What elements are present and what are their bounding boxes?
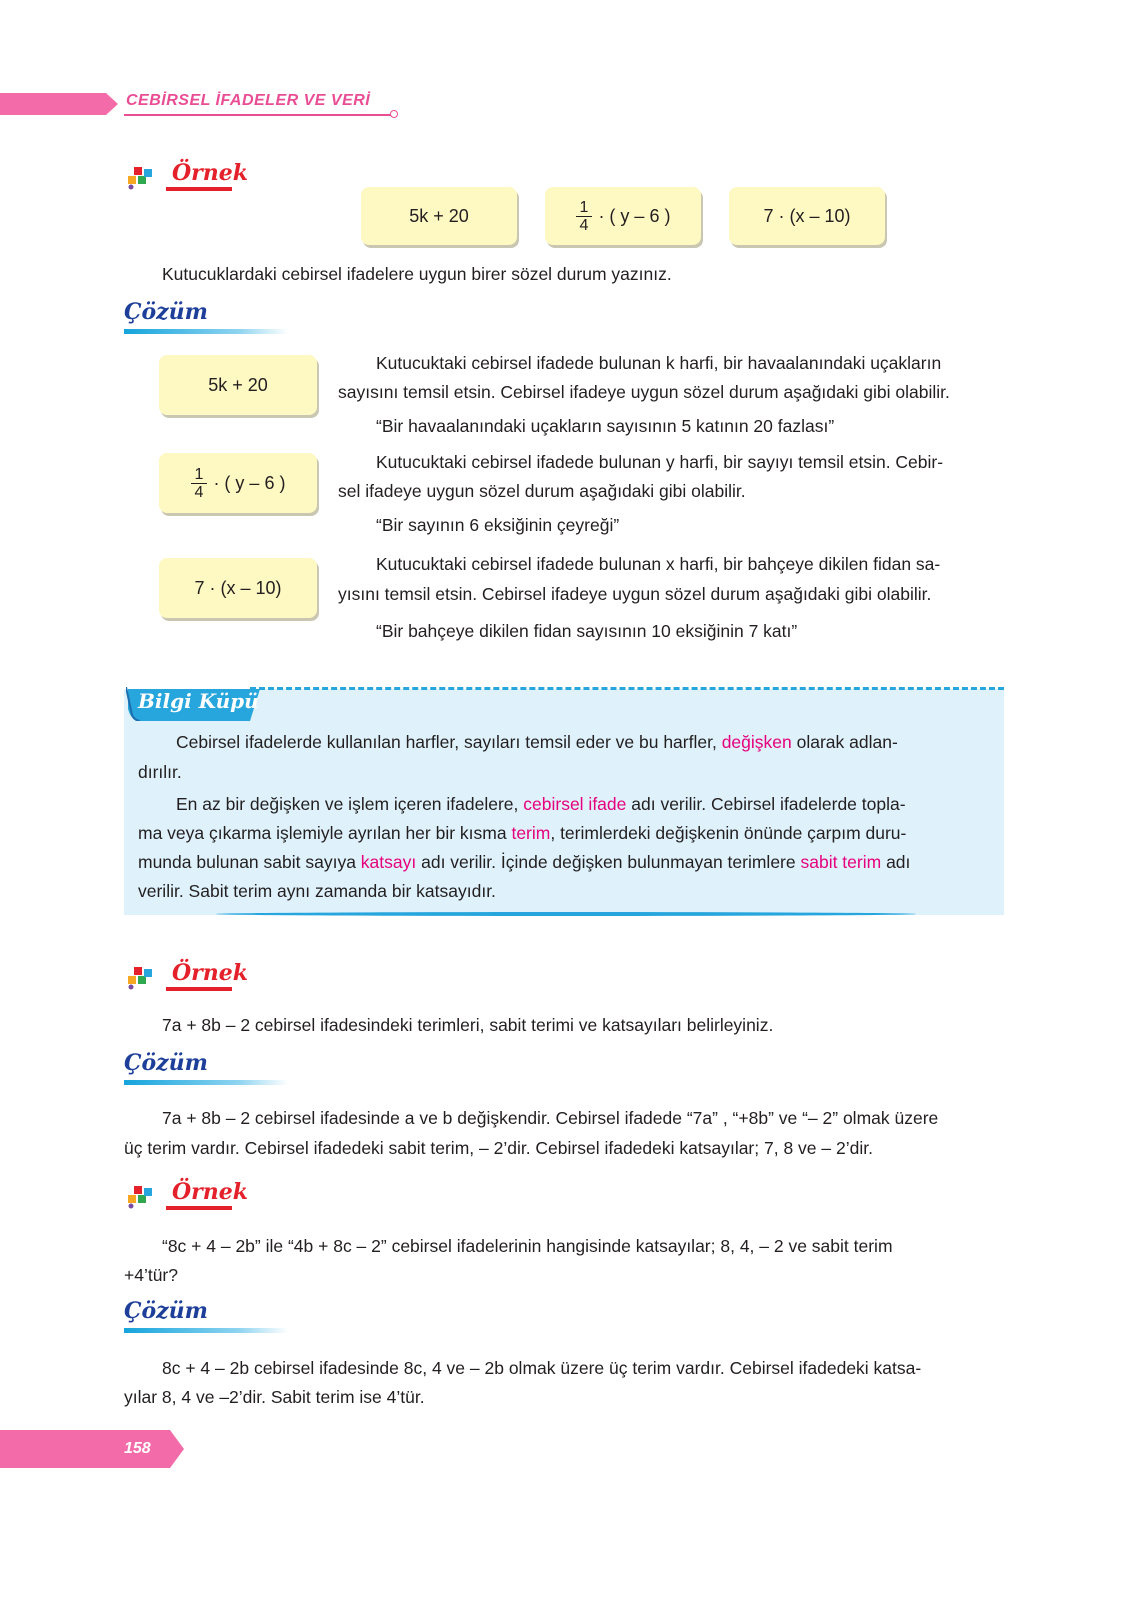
term-degisken: değişken: [721, 732, 792, 752]
cubes-icon: [126, 166, 154, 190]
info-paragraph-2-line-4: verilir. Sabit terim aynı zamanda bir katsayıdır.: [138, 881, 496, 901]
cubes-icon: [126, 1185, 154, 1209]
term-sabit-terim: sabit terim: [800, 852, 882, 872]
text: adı verilir. Cebirsel ifadelerde topla-: [626, 794, 906, 814]
cozum-label: Çözüm: [124, 299, 208, 325]
ornek-underline: [166, 1206, 232, 1210]
question-1: Kutucuklardaki cebirsel ifadelere uygun birer sözel durum yazınız.: [162, 264, 672, 284]
info-paragraph-1-line-2: dırılır.: [138, 762, 182, 782]
answer-2-line-2: üç terim vardır. Cebirsel ifadedeki sabit terim, – 2’dir. Cebirsel ifadedeki katsayılar; 7, 8 ve – 2’dir.: [124, 1138, 873, 1158]
term-cebirsel-ifade: cebirsel ifade: [523, 794, 627, 814]
fraction-numerator: 1: [191, 466, 208, 484]
solution-box-1: [159, 355, 317, 415]
cozum-underline: [124, 1080, 288, 1085]
expression-box-3: [729, 187, 885, 245]
term-terim: terim: [511, 823, 551, 843]
fraction: [191, 466, 208, 501]
question-3-line-2: +4’tür?: [124, 1265, 178, 1285]
info-paragraph-2-line-2: [138, 818, 906, 848]
expression-text: · ( y – 6 ): [213, 472, 286, 493]
cozum-label: Çözüm: [124, 1298, 208, 1324]
page-number: 158: [124, 1440, 151, 1457]
answer-2-line-1: 7a + 8b – 2 cebirsel ifadesinde a ve b değişkendir. Cebirsel ifadede “7a” , “+8b” ve “– 2” olmak üzere: [162, 1108, 939, 1128]
question-2: 7a + 8b – 2 cebirsel ifadesindeki terimleri, sabit terimi ve katsayıları belirleyiniz.: [162, 1015, 774, 1035]
fraction-denominator: 4: [194, 483, 204, 501]
text: adı: [881, 852, 911, 872]
answer-3-line-1: 8c + 4 – 2b cebirsel ifadesinde 8c, 4 ve – 2b olmak üzere üç terim vardır. Cebirsel ifadedeki katsa-: [162, 1358, 922, 1378]
ornek-label: Örnek: [172, 160, 248, 186]
ornek-heading-3: [126, 1179, 248, 1211]
text: ma veya çıkarma işlemiyle ayrılan her bir kısma: [138, 823, 512, 843]
expression-text: 5k + 20: [409, 205, 469, 226]
text: olarak adlan-: [791, 732, 898, 752]
expression-text: 7 · (x – 10): [194, 577, 282, 598]
info-paragraph-2-line-3: [138, 847, 910, 877]
solution-1-line-2: sayısını temsil etsin. Cebirsel ifadeye uygun sözel durum aşağıdaki gibi olabilir.: [338, 382, 950, 402]
expression-box-2: [545, 187, 701, 245]
cozum-heading-2: [124, 1052, 294, 1088]
cubes-icon: [126, 966, 154, 990]
text: adı verilir. İçinde değişken bulunmayan terimlere: [416, 852, 801, 872]
expression-text: 7 · (x – 10): [763, 205, 851, 226]
question-3-line-1: “8c + 4 – 2b” ile “4b + 8c – 2” cebirsel ifadelerinin hangisinde katsayılar; 8, 4, – 2 ve sabit terim: [162, 1236, 893, 1256]
fraction-numerator: 1: [576, 199, 593, 217]
solution-box-2: [159, 453, 317, 513]
header-rule-end: [390, 110, 398, 118]
solution-1-line-1: Kutucuktaki cebirsel ifadede bulunan k harfi, bir havaalanındaki uçakların: [376, 353, 942, 373]
ornek-label: Örnek: [172, 1179, 248, 1205]
fraction: [576, 199, 593, 234]
text: , terimlerdeki değişkenin önünde çarpım duru-: [550, 823, 907, 843]
fraction-denominator: 4: [579, 216, 589, 234]
info-box-title: Bilgi Küpü: [138, 689, 259, 713]
cozum-underline: [124, 329, 288, 334]
text: Cebirsel ifadelerde kullanılan harfler, sayıları temsil eder ve bu harfler,: [176, 732, 722, 752]
ornek-underline: [166, 187, 232, 191]
info-paragraph-2-line-1: [176, 789, 906, 819]
header-rule: [124, 114, 392, 116]
header-tab: [0, 93, 118, 115]
info-box-bottom-rule: [216, 912, 916, 916]
answer-3-line-2: yılar 8, 4 ve –2’dir. Sabit terim ise 4’tür.: [124, 1387, 425, 1407]
cozum-heading-3: [124, 1300, 294, 1336]
ornek-underline: [166, 987, 232, 991]
ornek-heading-1: [126, 160, 248, 192]
solution-1-quote: “Bir havaalanındaki uçakların sayısının 5 katının 20 fazlası”: [376, 416, 835, 436]
solution-3-line-2: yısını temsil etsin. Cebirsel ifadeye uygun sözel durum aşağıdaki gibi olabilir.: [338, 584, 932, 604]
solution-2-quote: “Bir sayının 6 eksiğinin çeyreği”: [376, 515, 620, 535]
cozum-heading-1: [124, 301, 294, 337]
solution-3-quote: “Bir bahçeye dikilen fidan sayısının 10 eksiğinin 7 katı”: [376, 621, 798, 641]
solution-3-line-1: Kutucuktaki cebirsel ifadede bulunan x harfi, bir bahçeye dikilen fidan sa-: [376, 554, 941, 574]
expression-text: 5k + 20: [208, 374, 268, 395]
solution-box-3: [159, 558, 317, 618]
text: En az bir değişken ve işlem içeren ifadelere,: [176, 794, 524, 814]
expression-box-1: [361, 187, 517, 245]
text: munda bulunan sabit sayıya: [138, 852, 361, 872]
chapter-title: CEBİRSEL İFADELER VE VERİ: [126, 92, 371, 109]
expression-text: · ( y – 6 ): [598, 205, 671, 226]
ornek-heading-2: [126, 960, 248, 992]
solution-2-line-2: sel ifadeye uygun sözel durum aşağıdaki gibi olabilir.: [338, 481, 746, 501]
info-paragraph-1-line-1: [176, 727, 898, 757]
solution-2-line-1: Kutucuktaki cebirsel ifadede bulunan y harfi, bir sayıyı temsil etsin. Cebir-: [376, 452, 944, 472]
page-number-tab: [0, 1430, 184, 1468]
ornek-label: Örnek: [172, 960, 248, 986]
info-box-dashed-border: [250, 687, 1004, 690]
term-katsayi: katsayı: [360, 852, 417, 872]
cozum-underline: [124, 1328, 288, 1333]
cozum-label: Çözüm: [124, 1050, 208, 1076]
